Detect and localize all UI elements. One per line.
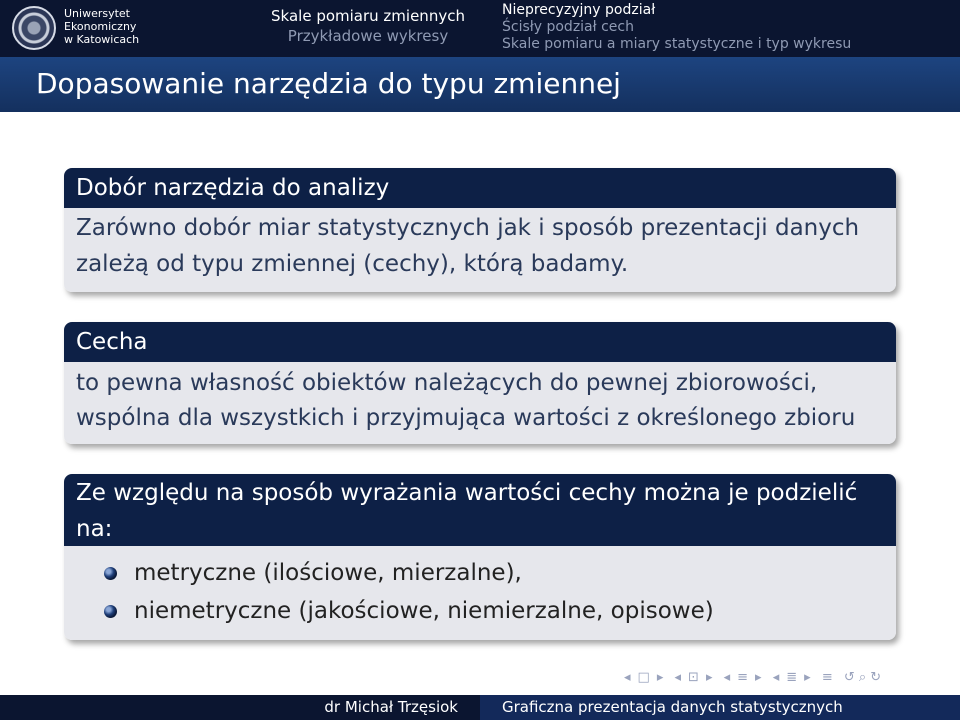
top-navigation xyxy=(0,0,960,57)
list-item xyxy=(104,592,884,630)
subsection-next-icon[interactable]: ▸ xyxy=(705,670,713,685)
logo-line: w Katowicach xyxy=(64,33,140,46)
university-logo xyxy=(12,4,140,52)
list-item xyxy=(104,554,884,592)
nav-subsection-item[interactable]: Ścisły podział cech xyxy=(502,19,634,35)
subsection-prev-icon[interactable]: ◂ xyxy=(674,670,682,685)
frame-title-bar xyxy=(0,57,960,112)
list-item-text: niemetryczne (jakościowe, niemierzalne, opisowe) xyxy=(134,598,714,624)
section-next-icon[interactable]: ▸ xyxy=(755,670,762,685)
block-body xyxy=(64,208,896,292)
footer xyxy=(0,695,960,720)
nav-subsection-item[interactable]: Skale pomiaru a miary statystyczne i typ wykresu xyxy=(502,36,852,52)
block-text-line: zależą od typu zmiennej (cechy), którą badamy. xyxy=(76,251,629,277)
footer-title: Graficzna prezentacja danych statystycznych xyxy=(480,695,960,720)
block-text-line: Zarówno dobór miar statystycznych jak i sposób prezentacji danych xyxy=(76,215,860,241)
block-podzial-cech xyxy=(64,474,896,640)
nav-section-title[interactable]: Skale pomiaru zmiennych xyxy=(271,7,465,25)
nav-subsection-item-active[interactable]: Nieprecyzyjny podział xyxy=(502,2,656,18)
nav-section-skale xyxy=(268,6,468,46)
block-body xyxy=(64,546,896,640)
footer-author: dr Michał Trzęsiok xyxy=(0,695,480,720)
block-text-line: wspólna dla wszystkich i przyjmująca wartości z określonego zbioru xyxy=(76,405,856,431)
frame-next-icon[interactable]: ▸ xyxy=(656,670,664,685)
part-icon[interactable]: ≣ xyxy=(786,670,798,685)
block-dobor-narzedzia xyxy=(64,168,896,292)
block-title-line: Ze względu na sposób wyrażania wartości cechy można je podzielić xyxy=(76,480,858,506)
block-body xyxy=(64,362,896,444)
frame-title: Dopasowanie narzędzia do typu zmiennej xyxy=(36,67,621,100)
frame-icon[interactable]: □ xyxy=(637,670,650,685)
part-prev-icon[interactable]: ◂ xyxy=(772,670,780,685)
list-item-text: metryczne (ilościowe, mierzalne), xyxy=(134,560,522,586)
block-title: Cecha xyxy=(64,322,896,362)
beamer-navigation-symbols xyxy=(624,670,888,685)
block-cecha-definition xyxy=(64,322,896,444)
frame-prev-icon[interactable]: ◂ xyxy=(624,670,631,685)
university-seal-icon xyxy=(12,6,56,50)
subsection-icon[interactable]: ⊡ xyxy=(688,670,699,685)
bullet-ball-icon xyxy=(104,605,117,618)
section-icon[interactable]: ≡ xyxy=(737,670,749,685)
logo-line: Uniwersytet xyxy=(64,7,130,20)
document-icon[interactable]: ≡ xyxy=(821,670,833,685)
bullet-ball-icon xyxy=(104,567,117,580)
block-text-line: to pewna własność obiektów należących do pewnej zbiorowości, xyxy=(76,370,818,396)
nav-section-podzial xyxy=(502,2,851,53)
block-title-line: na: xyxy=(76,516,113,542)
nav-subsection-item[interactable]: Przykładowe wykresy xyxy=(287,27,449,45)
logo-line: Ekonomiczny xyxy=(64,20,137,33)
search-back-forward-icon[interactable]: ↺ ⌕ ↻ xyxy=(843,670,882,685)
block-title xyxy=(64,474,896,546)
part-next-icon[interactable]: ▸ xyxy=(804,670,811,685)
block-title: Dobór narzędzia do analizy xyxy=(64,168,896,208)
logo-text xyxy=(64,7,139,46)
section-prev-icon[interactable]: ◂ xyxy=(723,670,731,685)
